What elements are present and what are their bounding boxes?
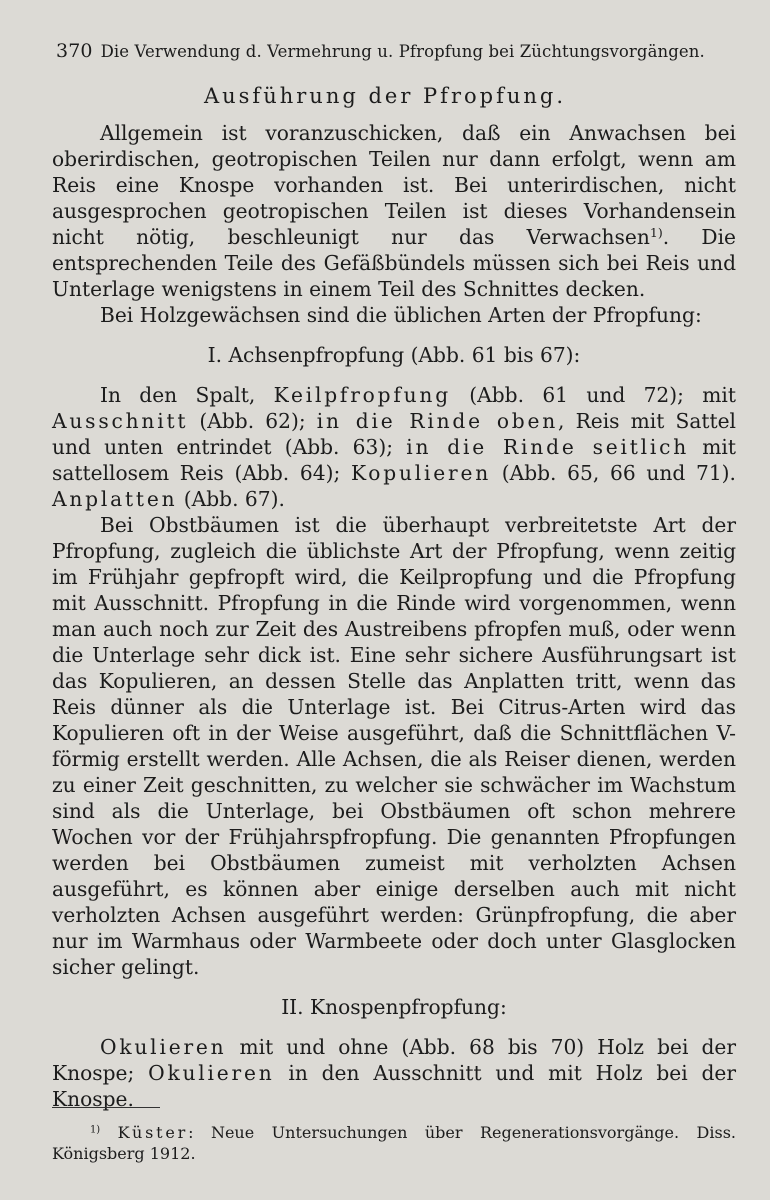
- footnote-divider: [52, 1107, 160, 1108]
- heading-achsenpfropfung: I. Achsenpfropfung (Abb. 61 bis 67):: [207, 343, 581, 367]
- paragraph-types-intro: Bei Holzgewächsen sind die üblichen Arten der Pfropfung:: [100, 303, 702, 327]
- page-number: 370: [56, 40, 93, 62]
- paragraph-obstbaeume: Bei Obstbäumen ist die überhaupt verbreitetste Art der Pfropfung, zugleich die üblichste Art der Pfropfung, wenn zeitig im Frühjahr gepfropft wird, die Keilpropfung und die Pfropfung mit Ausschnitt. Pfropfung in die Rinde wird vorgenommen, wenn man auch noch zur Zeit des Austreibens pfropfen muß, oder wenn die Unterlage sehr dick ist. Eine sehr sichere Ausführungsart ist das Kopulieren, an dessen Stelle das Anplatten tritt, wenn das Reis dünner als die Unterlage ist. Bei Citrus-Arten wird das Kopulieren oft in der Weise ausgeführt, daß die Schnittflächen V-förmig erstellt werden. Alle Achsen, die als Reiser dienen, werden zu einer Zeit geschnitten, zu welcher sie schwächer im Wachstum sind als die Unterlage, bei Obstbäumen oft schon mehrere Wochen vor der Frühjahrspfropfung. Die genannten Pfropfungen werden bei Obstbäumen zumeist mit verholzten Achsen ausgeführt, es können aber einige derselben auch mit nicht verholzten Achsen ausgeführt werden: Grünpfropfung, die aber nur im Warmhaus oder Warmbeete oder doch unter Glasglocken sicher gelingt.: [52, 513, 736, 979]
- heading-knospenpfropfung: II. Knospenpfropfung:: [281, 995, 507, 1019]
- paragraph-okulieren: Okulieren mit und ohne (Abb. 68 bis 70) Holz bei der Knospe; Okulieren in den Ausschnitt und mit Holz bei der Knospe.: [52, 1035, 737, 1111]
- footnote-author: Küster: [117, 1123, 189, 1142]
- footnote-ref: 1): [649, 225, 663, 241]
- paragraph-intro: Allgemein ist voranzuschicken, daß ein Anwachsen bei oberirdischen, geotropischen Teilen nur dann erfolgt, wenn am Reis eine Knospe vorhanden ist. Bei unterirdischen, nicht ausgesprochen geotropischen Teilen ist dieses Vorhandensein nicht nötig, beschleunigt nur das Verwachsen$^{1)}$. Die entsprechenden Teile des Gefäßbündels müssen sich bei Reis und Unterlage wenigstens in einem Teil des Schnittes decken.: [52, 121, 736, 301]
- footnote-text: : Neue Untersuchungen über Regenerationsvorgänge. Diss. Königsberg 1912.: [52, 1123, 736, 1163]
- running-header: [56, 40, 740, 62]
- footnote-marker: 1): [90, 1124, 101, 1136]
- running-title: Die Verwendung d. Vermehrung u. Pfropfung bei Züchtungsvorgängen.: [100, 42, 705, 61]
- paragraph-achsen-list: In den Spalt, Keilpfropfung (Abb. 61 und 72); mit Ausschnitt (Abb. 62); in die Rinde oben, Reis mit Sattel und unten entrindet (Abb. 63); in die Rinde seitlich mit sattellosem Reis (Abb. 64); Kopulieren (Abb. 65, 66 und 71). Anplatten (Abb. 67).: [52, 383, 736, 511]
- section-title: Ausführung der Pfropfung.: [203, 84, 567, 108]
- footnote: [52, 1122, 736, 1164]
- body-text: [52, 120, 736, 1112]
